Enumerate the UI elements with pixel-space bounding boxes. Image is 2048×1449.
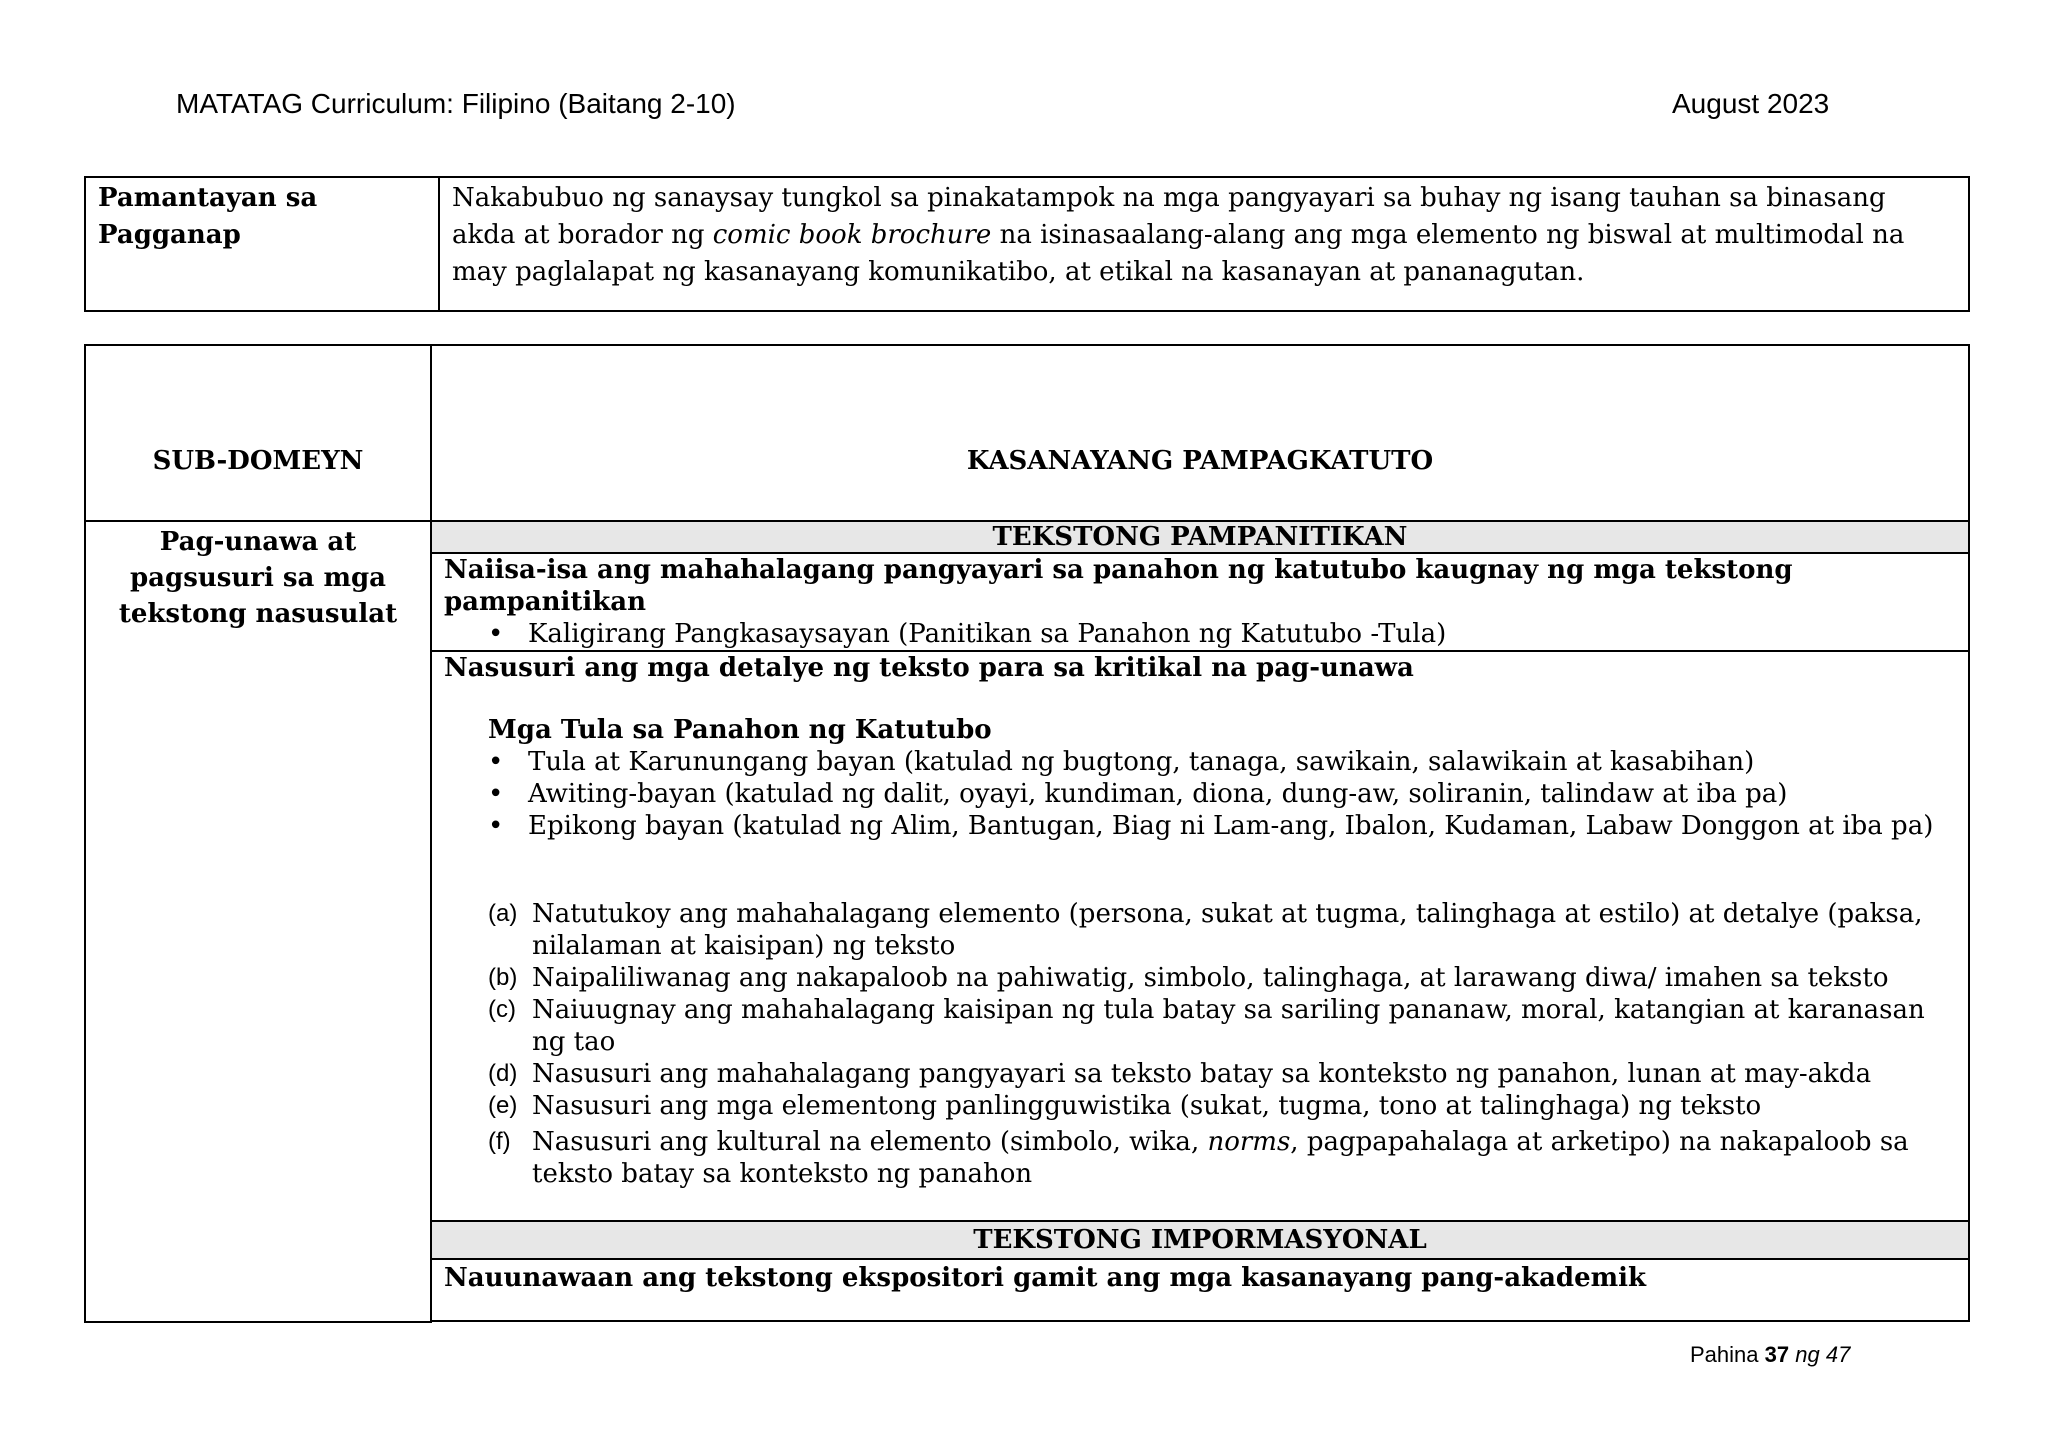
footer-prefix: Pahina bbox=[1690, 1342, 1759, 1367]
list-item: • Tula at Karunungang bayan (katulad ng bugtong, tanaga, sawikain, salawikain at kasabihan) bbox=[488, 746, 1956, 778]
bullet-list bbox=[444, 746, 1956, 842]
document-header-date: August 2023 bbox=[1672, 88, 1830, 119]
competency-cell bbox=[431, 1259, 1969, 1321]
competencies-column-header: KASANAYANG PAMPAGKATUTO bbox=[431, 345, 1969, 521]
list-marker: (b) bbox=[488, 964, 518, 991]
subdomain-cell: Pag-unawa at pagsusuri sa mga tekstong nasusulat bbox=[85, 521, 431, 1322]
list-marker: (c) bbox=[488, 996, 516, 1023]
list-item-text: Nasusuri ang kultural na elemento (simbolo, wika, bbox=[532, 1127, 1208, 1157]
performance-standard-table bbox=[84, 176, 1970, 312]
competency-title: Nasusuri ang mga detalye ng teksto para sa kritikal na pag-unawa bbox=[444, 653, 1414, 683]
competency-title: Nauunawaan ang tekstong ekspositori gamit ang mga kasanayang pang-akademik bbox=[444, 1263, 1647, 1293]
list-item bbox=[488, 1090, 1956, 1122]
list-item bbox=[488, 962, 1956, 994]
standard-text-part: Nakabubuo ng sanaysay tungkol sa pinakatampok na mga pangyayari sa buhay ng isang tauhan sa binasang akda at borador ng bbox=[452, 183, 1886, 250]
section-band-impormasyonal: TEKSTONG IMPORMASYONAL bbox=[431, 1221, 1969, 1259]
list-item-italic: norms bbox=[1207, 1127, 1291, 1157]
list-marker: (f) bbox=[488, 1128, 511, 1155]
list-item-text: Naipaliliwanag ang nakapaloob na pahiwatig, simbolo, talinghaga, at larawang diwa/ imahen sa teksto bbox=[532, 963, 1889, 993]
list-item-text: Nasusuri ang mahahalagang pangyayari sa teksto batay sa konteksto ng panahon, lunan at may-akda bbox=[532, 1059, 1872, 1089]
page-number: 37 bbox=[1764, 1342, 1790, 1367]
list-item bbox=[488, 898, 1956, 962]
list-item bbox=[488, 1126, 1956, 1190]
list-marker: (d) bbox=[488, 1060, 518, 1087]
list-item-text: Natutukoy ang mahahalagang elemento (persona, sukat at tugma, talinghaga at estilo) at detalye (paksa, nilalaman at kaisipan) ng teksto bbox=[532, 899, 1923, 961]
list-item bbox=[488, 1058, 1956, 1090]
performance-standard-text bbox=[439, 177, 1969, 311]
list-item bbox=[488, 994, 1956, 1058]
competency-cell bbox=[431, 651, 1969, 1221]
footer-sep: ng bbox=[1795, 1342, 1820, 1367]
document-header-title: MATATAG Curriculum: Filipino (Baitang 2-10) bbox=[176, 88, 736, 119]
performance-standard-label: Pamantayan sa Pagganap bbox=[85, 177, 439, 311]
list-item: • Epikong bayan (katulad ng Alim, Bantugan, Biag ni Lam-ang, Ibalon, Kudaman, Labaw Donggon at iba pa) bbox=[488, 810, 1956, 842]
standard-text-italic: comic book brochure bbox=[712, 220, 992, 250]
list-item-text: , pagpapahalaga at arketipo) na nakapaloob sa teksto batay sa konteksto ng panahon bbox=[532, 1127, 1909, 1189]
bullet-list bbox=[444, 618, 1956, 650]
list-item: • Kaligirang Pangkasaysayan (Panitikan sa Panahon ng Katutubo -Tula) bbox=[488, 618, 1956, 650]
list-item-text: Naiuugnay ang mahahalagang kaisipan ng tula batay sa sariling pananaw, moral, katangian at karanasan ng tao bbox=[532, 995, 1925, 1057]
subheading: Mga Tula sa Panahon ng Katutubo bbox=[488, 715, 992, 745]
spacer bbox=[431, 1321, 1969, 1322]
section-band-pampanitikan: TEKSTONG PAMPANITIKAN bbox=[431, 521, 1969, 553]
lettered-list bbox=[444, 898, 1956, 1190]
page-total: 47 bbox=[1825, 1342, 1851, 1367]
competency-title: Naiisa-isa ang mahahalagang pangyayari sa panahon ng katutubo kaugnay ng mga tekstong pampanitikan bbox=[444, 555, 1793, 617]
standard-text-part: na isinasaalang-alang ang mga elemento ng biswal at multimodal na may paglalapat ng kasanayang komunikatibo, at etikal na kasanayan at pananagutan. bbox=[452, 220, 1905, 287]
list-item-text: Nasusuri ang mga elementong panlingguwistika (sukat, tugma, tono at talinghaga) ng teksto bbox=[532, 1091, 1762, 1121]
list-marker: (e) bbox=[488, 1092, 518, 1119]
list-item: • Awiting-bayan (katulad ng dalit, oyayi, kundiman, diona, dung-aw, soliranin, talindaw at iba pa) bbox=[488, 778, 1956, 810]
subdomain-column-header: SUB-DOMEYN bbox=[85, 345, 431, 521]
competencies-table bbox=[84, 344, 1970, 1323]
page-footer bbox=[1690, 1342, 1850, 1368]
competency-cell bbox=[431, 553, 1969, 651]
list-marker: (a) bbox=[488, 900, 518, 927]
